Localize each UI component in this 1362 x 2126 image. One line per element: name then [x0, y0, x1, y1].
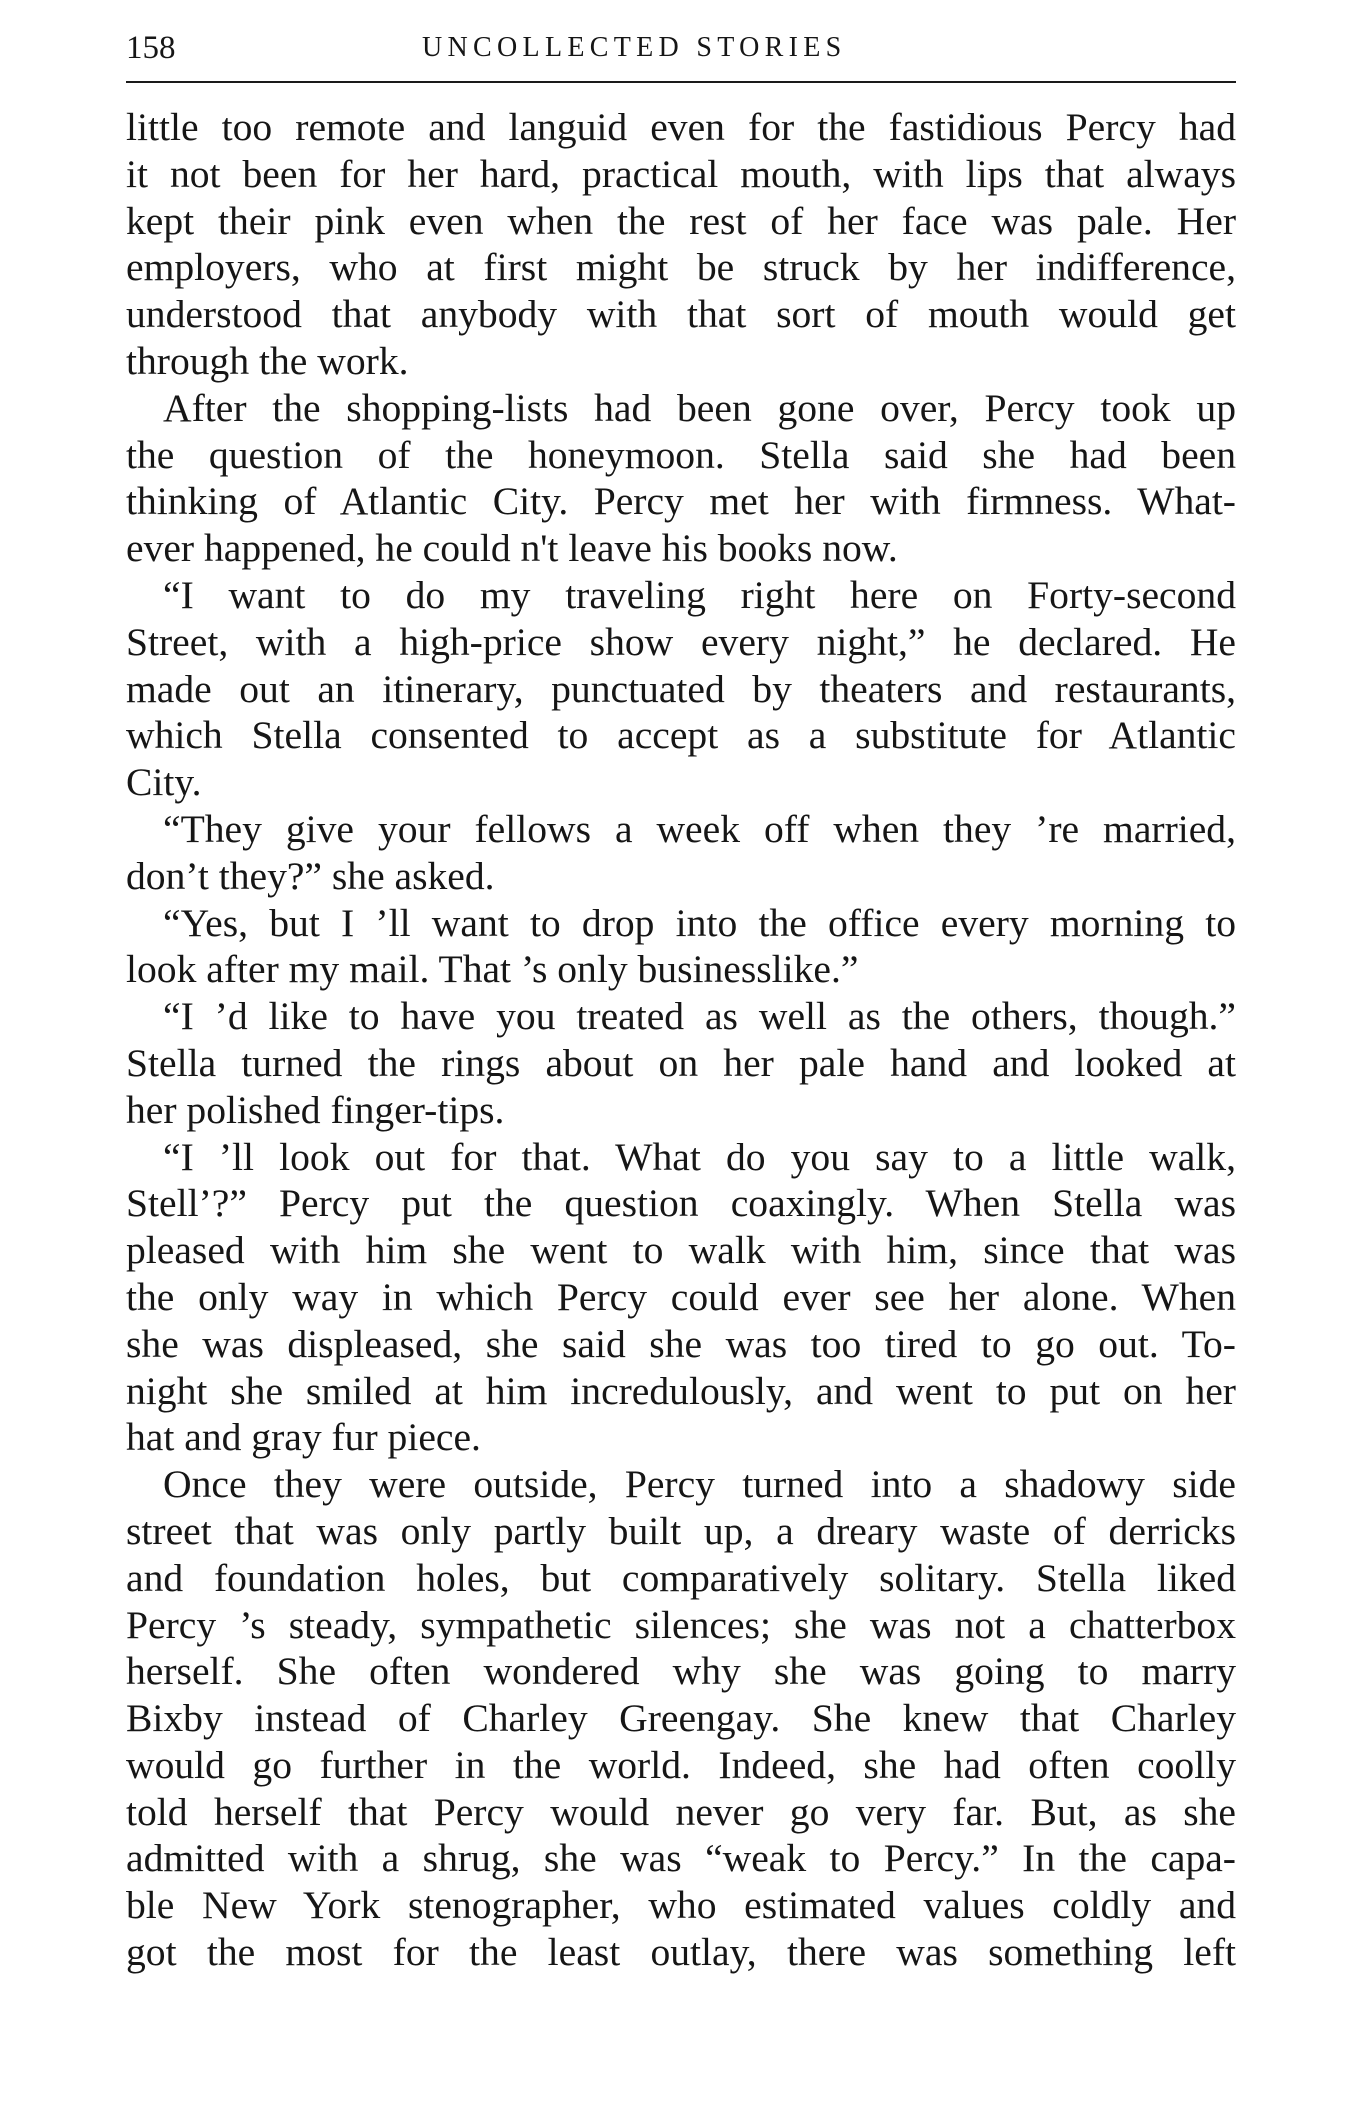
- text-line: “I ’d like to have you treated as well as the others, though.”: [163, 994, 1236, 1039]
- story-text: [126, 104, 1236, 1976]
- text-line: pleased with him she went to walk with him, since that was: [126, 1228, 1236, 1273]
- text-line: Street, with a high-price show every night,” he declared. He: [126, 619, 1236, 664]
- text-line: night she smiled at him incredulously, and went to put on her: [126, 1368, 1236, 1413]
- header-rule: [126, 81, 1236, 83]
- text-line: Stell’?” Percy put the question coaxingly. When Stella was: [126, 1181, 1236, 1226]
- text-line: herself. She often wondered why she was going to marry: [126, 1649, 1236, 1694]
- text-line: look after my mail. That ’s only businesslike.”: [126, 947, 859, 992]
- text-line: the question of the honeymoon. Stella said she had been: [126, 432, 1236, 477]
- text-line: through the work.: [126, 338, 409, 383]
- text-line: admitted with a shrug, she was “weak to Percy.” In the capa-: [126, 1836, 1236, 1881]
- text-line: “They give your fellows a week off when they ’re married,: [163, 806, 1236, 851]
- text-line: it not been for her hard, practical mouth, with lips that always: [126, 151, 1236, 196]
- text-line: would go further in the world. Indeed, she had often coolly: [126, 1742, 1236, 1787]
- text-line: don’t they?” she asked.: [126, 853, 495, 898]
- text-line: ever happened, he could n't leave his books now.: [126, 526, 898, 571]
- text-line: and foundation holes, but comparatively solitary. Stella liked: [126, 1555, 1236, 1600]
- text-line: City.: [126, 760, 202, 805]
- text-line: Stella turned the rings about on her pale hand and looked at: [126, 1040, 1236, 1085]
- text-line: Once they were outside, Percy turned into a shadowy side: [163, 1462, 1236, 1507]
- running-head: UNCOLLECTED STORIES: [422, 32, 847, 63]
- text-line: “Yes, but I ’ll want to drop into the office every morning to: [163, 900, 1236, 945]
- text-line: told herself that Percy would never go very far. But, as she: [126, 1789, 1236, 1834]
- text-line: ble New York stenographer, who estimated values coldly and: [126, 1883, 1236, 1928]
- text-line: the only way in which Percy could ever see her alone. When: [126, 1274, 1236, 1319]
- text-line: After the shopping-lists had been gone over, Percy took up: [163, 385, 1236, 430]
- text-line: hat and gray fur piece.: [126, 1415, 481, 1460]
- text-line: thinking of Atlantic City. Percy met her with firmness. What-: [126, 479, 1236, 524]
- text-line: street that was only partly built up, a dreary waste of derricks: [126, 1508, 1236, 1553]
- text-line: her polished finger-tips.: [126, 1087, 505, 1132]
- text-line: “I want to do my traveling right here on Forty-second: [163, 572, 1236, 617]
- text-line: Percy ’s steady, sympathetic silences; she was not a chatterbox: [126, 1602, 1236, 1647]
- text-line: “I ’ll look out for that. What do you say to a little walk,: [163, 1134, 1236, 1179]
- page-number: 158: [126, 30, 176, 66]
- text-line: Bixby instead of Charley Greengay. She knew that Charley: [126, 1696, 1236, 1741]
- text-line: she was displeased, she said she was too tired to go out. To-: [126, 1321, 1236, 1366]
- text-line: which Stella consented to accept as a substitute for Atlantic: [126, 713, 1236, 758]
- text-line: got the most for the least outlay, there was something left: [126, 1930, 1236, 1975]
- page-header: [126, 26, 1236, 70]
- text-line: made out an itinerary, punctuated by theaters and restaurants,: [126, 666, 1236, 711]
- text-line: kept their pink even when the rest of her face was pale. Her: [126, 198, 1236, 243]
- text-line: employers, who at first might be struck by her indifference,: [126, 245, 1236, 290]
- text-line: understood that anybody with that sort of mouth would get: [126, 292, 1236, 337]
- text-line: little too remote and languid even for the fastidious Percy had: [126, 105, 1236, 149]
